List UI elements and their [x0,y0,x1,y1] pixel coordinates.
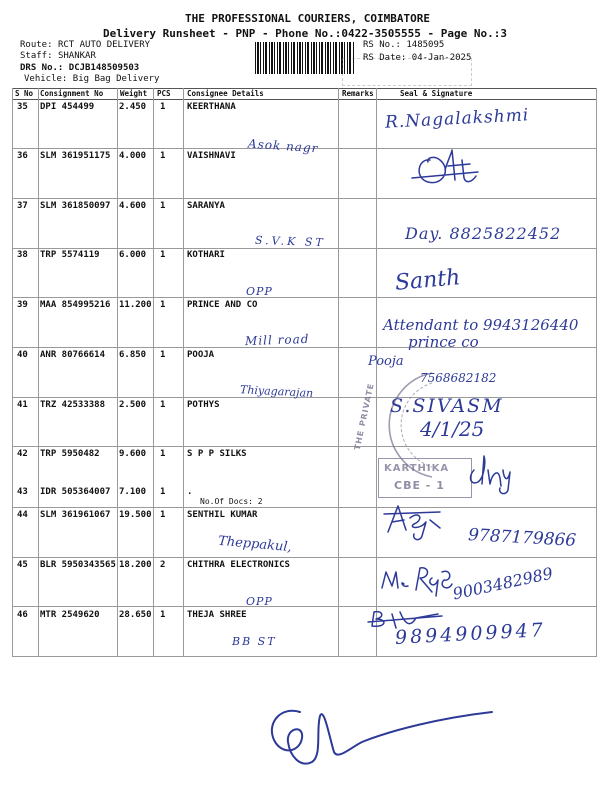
handwritten-signature: Attendant to 9943126440 [383,316,579,334]
rs-date [363,53,471,64]
weight: 9.600 [119,449,147,459]
consignee-name: VAISHNAVI [187,151,236,161]
handwritten-address-note: S.V.K ST [254,233,326,250]
serial-number: 35 [17,102,28,112]
handwritten-phone: 9894909947 [394,619,547,649]
consignment-number: TRZ 42533388 [40,400,106,410]
handwritten-address-note: OPP [246,285,273,298]
row-divider [12,557,596,558]
serial-number: 42 [17,449,28,459]
consignee-name: SARANYA [187,201,225,211]
pieces: 1 [160,151,166,161]
table-row [0,400,600,411]
pieces: 1 [160,250,166,260]
column-divider [117,88,118,657]
weight: 11.200 [119,300,152,310]
table-row [0,449,600,460]
serial-number: 39 [17,300,28,310]
handwritten-signature: S.SIVASM [390,395,504,417]
staff-label: Staff: [20,51,53,61]
consignee-name: POTHYS [187,400,220,410]
header-divider [12,99,596,100]
serial-number: 41 [17,400,28,410]
box-stamp-line-1: KARTHIKA [384,463,450,474]
handwritten-signature: R.Nagalakshmi [384,105,530,133]
consignee-name: S P P SILKS [187,449,247,459]
pieces: 1 [160,610,166,620]
row-divider [12,198,596,199]
consignment-number: BLR 5950343565 [40,560,116,570]
table-row [0,510,600,521]
table-row [0,300,600,311]
weight: 28.650 [119,610,152,620]
vehicle-value: Big Bag Delivery [72,74,160,84]
row-divider [12,297,596,298]
rs-date-value: 04-Jan-2025 [411,53,472,63]
serial-number: 43 [17,487,28,497]
table-row [0,560,600,571]
handwritten-signature: Santh [393,265,462,296]
column-divider [596,88,597,657]
consignment-number: SLM 361951175 [40,151,111,161]
consignee-name: SENTHIL KUMAR [187,510,258,520]
handwritten-signature: prince co [408,333,479,351]
consignment-number: MTR 2549620 [40,610,100,620]
weight: 4.000 [119,151,147,161]
column-header-weight: Weight [120,89,148,98]
consignment-number: TRP 5574119 [40,250,100,260]
consignee-name: POOJA [187,350,215,360]
column-header-sno: S No [15,89,34,98]
consignment-number: TRP 5950482 [40,449,100,459]
staff-info [20,51,96,62]
serial-number: 44 [17,510,28,520]
column-divider [12,88,13,657]
column-header-remarks: Remarks [342,89,374,98]
pieces: 1 [160,201,166,211]
route-label: Route: [20,40,53,50]
weight: 4.600 [119,201,147,211]
route-info [20,40,150,51]
pieces: 1 [160,449,166,459]
consignment-number: MAA 854995216 [40,300,111,310]
handwritten-phone: 7568682182 [420,371,497,385]
serial-number: 37 [17,201,28,211]
table-bottom-border [12,656,596,657]
column-divider [38,88,39,657]
barcode [255,42,355,74]
consignment-number: SLM 361961067 [40,510,111,520]
weight: 2.450 [119,102,147,112]
row-divider [12,606,596,607]
handwritten-address-note: OPP [246,595,273,608]
serial-number: 46 [17,610,28,620]
handwritten-signature: Day. 8825822452 [405,224,562,243]
box-stamp-line-2: CBE - 1 [394,479,445,492]
column-header-pcs: PCS [157,89,171,98]
consignment-number: SLM 361850097 [40,201,111,211]
vehicle-info [24,74,159,85]
column-divider [376,88,377,657]
table-row [0,487,600,498]
column-divider [183,88,184,657]
weight: 6.000 [119,250,147,260]
staff-signature [272,711,492,764]
consignee-name: KEERTHANA [187,102,236,112]
row-divider [12,507,596,508]
table-row [0,250,600,261]
consignment-number: IDR 505364007 [40,487,111,497]
consignment-number: ANR 80766614 [40,350,106,360]
column-header-consignee: Consignee Details [187,89,264,98]
drs-label: DRS No.: [20,63,64,73]
pieces: 1 [160,400,166,410]
column-divider [338,88,339,657]
consignee-name: CHITHRA ELECTRONICS [187,560,290,570]
consignee-name: KOTHARI [187,250,225,260]
consignment-number: DPI 454499 [40,102,95,112]
rs-number [363,40,444,51]
rs-no-value: 1485095 [406,40,445,50]
row-divider [12,446,596,447]
pieces: 2 [160,560,166,570]
handwritten-date: 4/1/25 [420,417,485,441]
pieces: 1 [160,350,166,360]
round-stamp-text: THE PRIVATE [352,382,376,451]
drs-value: DCJB148509503 [68,63,140,73]
handwritten-address-note: Thiyagarajan [239,383,314,400]
column-divider [153,88,154,657]
weight: 18.200 [119,560,152,570]
pieces: 1 [160,300,166,310]
signature-scribble-row-45 [382,568,452,596]
row-divider [12,347,596,348]
table-row [0,201,600,212]
weight: 2.500 [119,400,147,410]
handwritten-address-note: Asok nagr [247,136,319,156]
serial-number: 36 [17,151,28,161]
consignee-name: . [187,487,193,497]
route-value: RCT AUTO DELIVERY [57,40,151,50]
handwritten-phone: 9003482989 [451,563,555,604]
weight: 19.500 [119,510,152,520]
company-name: THE PROFESSIONAL COURIERS, COIMBATORE [185,12,431,25]
drs-info [20,63,139,74]
column-header-signature: Seal & Signature [400,89,473,98]
documents-count: No.Of Docs: 2 [200,497,263,506]
pieces: 1 [160,510,166,520]
serial-number: 40 [17,350,28,360]
consignee-name: THEJA SHREE [187,610,247,620]
consignee-name: PRINCE AND CO [187,300,258,310]
handwritten-signature: Pooja [368,354,404,369]
rs-date-label: RS Date: [363,53,407,63]
column-header-consignment: Consignment No [40,89,104,98]
staff-value: SHANKAR [57,51,96,61]
handwritten-address-note: BB ST [232,635,277,648]
handwritten-phone: 9787179866 [467,525,577,551]
weight: 6.850 [119,350,147,360]
weight: 7.100 [119,487,147,497]
serial-number: 38 [17,250,28,260]
table-row [0,350,600,361]
vehicle-label: Vehicle: [24,74,68,84]
handwritten-address-note: Theppakul, [217,533,293,556]
rs-no-label: RS No.: [363,40,401,50]
serial-number: 45 [17,560,28,570]
pieces: 1 [160,487,166,497]
pieces: 1 [160,102,166,112]
table-row [0,610,600,621]
runsheet-title: Delivery Runsheet - PNP - Phone No.:0422-3505555 - Page No.:3 [103,27,507,40]
handwritten-address-note: Mill road [244,331,310,349]
